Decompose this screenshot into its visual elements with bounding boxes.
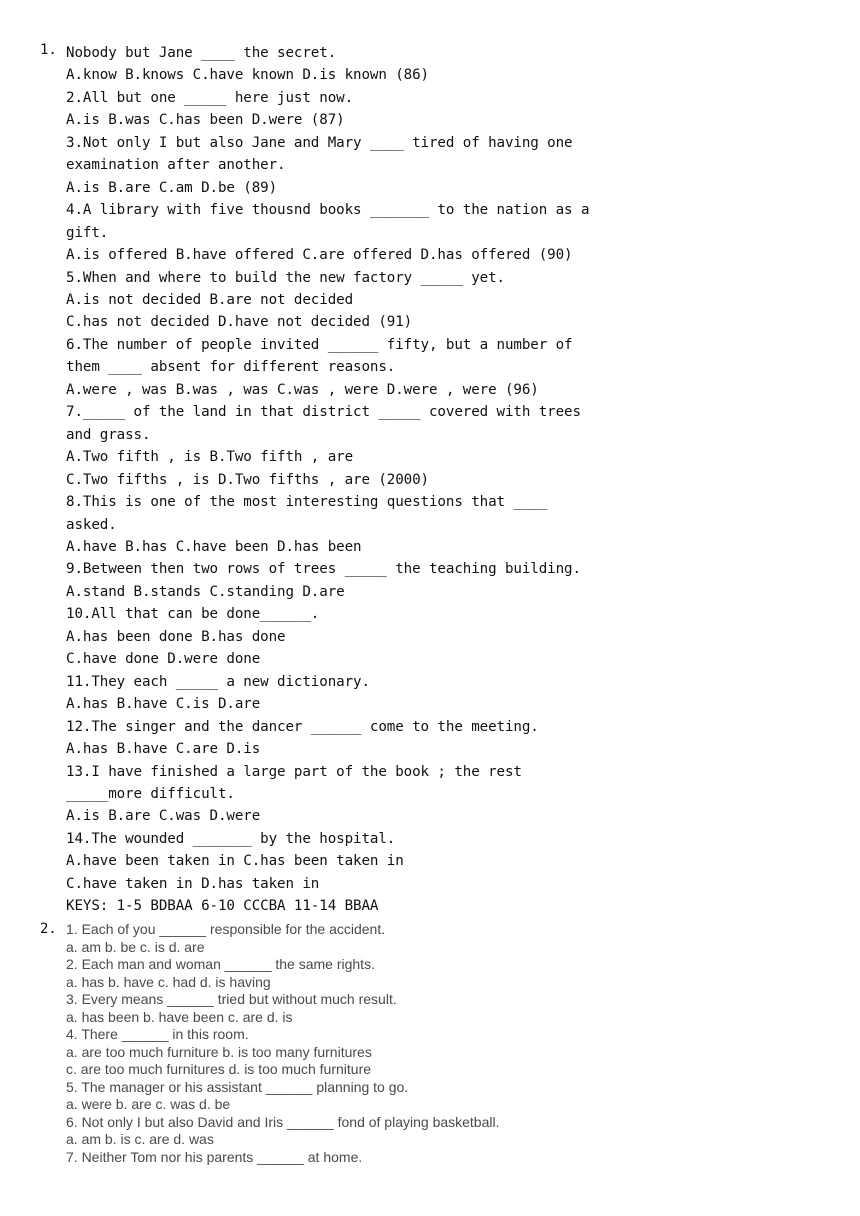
text-line: A.Two fifth , is B.Two fifth , are [66,449,354,466]
text-line: 11.They each _____ a new dictionary. [66,673,370,690]
text-line: 14.The wounded _______ by the hospital. [66,830,396,847]
text-line: A.has B.have C.is D.are [66,696,261,713]
text-line: a. am b. be c. is d. are [66,938,205,955]
text-line: A.is B.was C.has been D.were (87) [66,112,345,129]
text-line: A.know B.knows C.have known D.is known (86) [66,67,429,84]
text-line: Nobody but Jane ____ the secret. [66,45,337,61]
question-group-2-text [66,921,500,1166]
text-line: 7._____ of the land in that district _____ covered with trees [66,404,581,421]
text-line: 10.All that can be done______. [66,606,320,623]
text-line: and grass. [66,426,151,443]
text-line: 3. Every means ______ tried but without much result. [66,991,397,1007]
text-line: A.is B.are C.was D.were [66,808,261,825]
text-line: A.were , was B.was , was C.was , were D.were , were (96) [66,381,539,398]
text-line: A.stand B.stands C.standing D.are [66,583,345,600]
text-line: c. are too much furnitures d. is too much furniture [66,1061,372,1077]
text-line: C.have taken in D.has taken in [66,875,320,892]
text-line: a. am b. is c. are d. was [66,1131,214,1147]
text-line: KEYS: 1-5 BDBAA 6-10 CCCBA 11-14 BBAA [66,898,379,915]
item-number: 2. [40,921,57,937]
text-line: A.have been taken in C.has been taken in [66,853,404,870]
text-line: a. has b. have c. had d. is having [66,973,271,990]
text-line: 5.When and where to build the new factory _____ yet. [66,269,505,286]
text-line: 8.This is one of the most interesting questions that ____ [66,494,548,511]
question-group-1-text [66,42,589,918]
text-line: a. has been b. have been c. are d. is [66,1008,293,1025]
text-line: 3.Not only I but also Jane and Mary ____ tired of having one [66,134,573,151]
text-line: 1. Each of you ______ responsible for the accident. [66,921,386,937]
text-line: 4. There ______ in this room. [66,1026,249,1042]
text-line: 13.I have finished a large part of the book ; the rest [66,763,522,780]
text-line: _____more difficult. [66,785,235,802]
item-number: 1. [40,42,57,58]
text-line: 5. The manager or his assistant ______ planning to go. [66,1078,409,1095]
text-line: C.Two fifths , is D.Two fifths , are (2000) [66,471,429,488]
text-line: A.is not decided B.are not decided [66,291,354,308]
text-line: C.has not decided D.have not decided (91) [66,314,413,331]
text-line: A.is B.are C.am D.be (89) [66,179,278,196]
text-line: 2.All but one _____ here just now. [66,89,354,106]
text-line: 2. Each man and woman ______ the same rights. [66,956,375,972]
text-line: them ____ absent for different reasons. [66,359,396,376]
text-line: 4.A library with five thousnd books _______ to the nation as a [66,202,590,219]
text-line: a. were b. are c. was d. be [66,1096,231,1112]
text-line: gift. [66,224,109,241]
text-line: A.has B.have C.are D.is [66,741,261,758]
text-line: A.has been done B.has done [66,628,286,645]
text-line: 6.The number of people invited ______ fifty, but a number of [66,336,573,353]
text-line: asked. [66,516,117,533]
text-line: 9.Between then two rows of trees _____ the teaching building. [66,561,581,578]
text-line: 7. Neither Tom nor his parents ______ at home. [66,1148,363,1165]
text-line: C.have done D.were done [66,651,261,668]
text-line: a. are too much furniture b. is too many furnitures [66,1043,372,1060]
text-line: examination after another. [66,157,286,174]
text-line: A.is offered B.have offered C.are offered D.has offered (90) [66,247,573,264]
text-line: 12.The singer and the dancer ______ come to the meeting. [66,718,539,735]
text-line: 6. Not only I but also David and Iris ______ fond of playing basketball. [66,1113,500,1130]
text-line: A.have B.has C.have been D.has been [66,538,362,555]
